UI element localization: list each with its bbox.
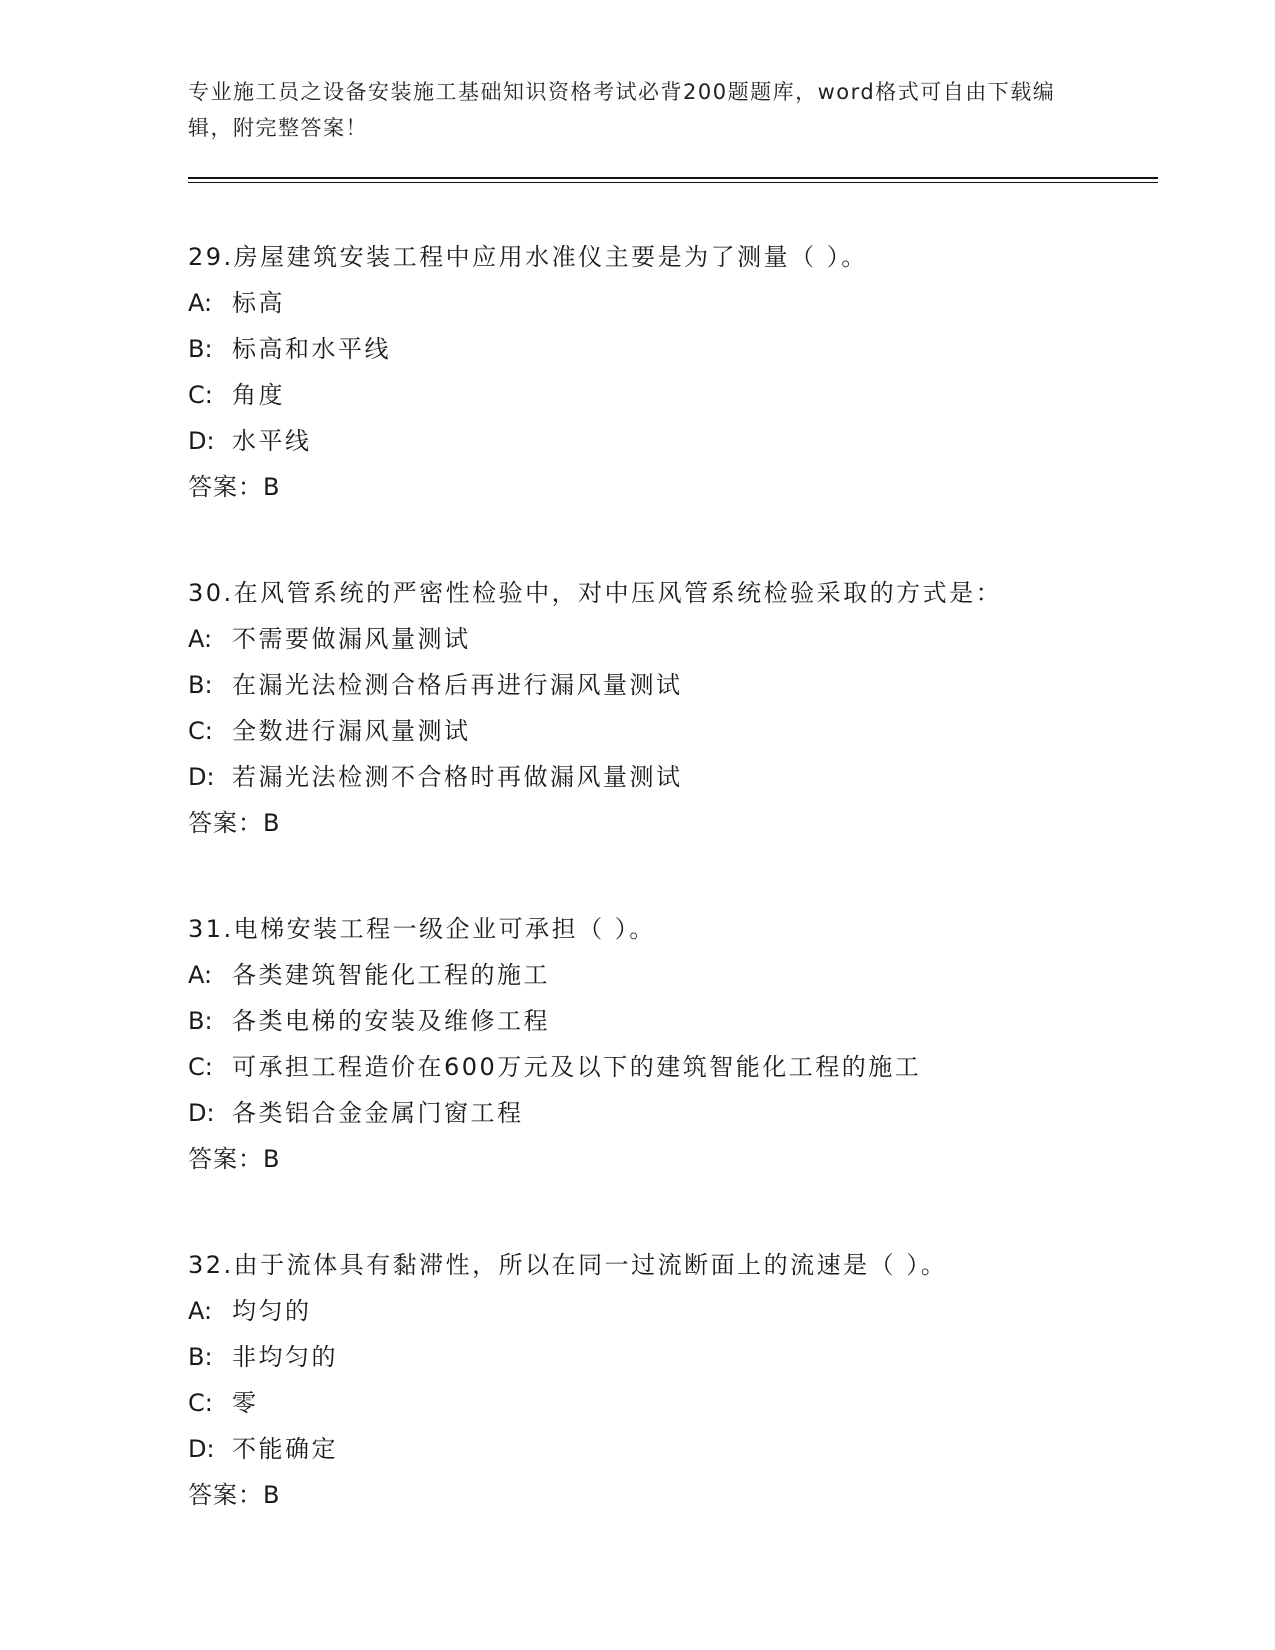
- option-letter: C:: [188, 381, 213, 409]
- option-d: [188, 1090, 1168, 1136]
- option-text: 各类铝合金金属门窗工程: [232, 1099, 524, 1127]
- answer-line: 答案：B: [188, 809, 281, 837]
- option-text: 非均匀的: [232, 1343, 338, 1371]
- option-text: 在漏光法检测合格后再进行漏风量测试: [232, 671, 683, 699]
- question-32: [188, 1242, 1168, 1518]
- option-letter: D:: [188, 427, 215, 455]
- answer-line: 答案：B: [188, 473, 281, 501]
- option-letter: C:: [188, 1053, 213, 1081]
- option-b: [188, 326, 1168, 372]
- option-c: [188, 708, 1168, 754]
- option-text: 角度: [232, 381, 285, 409]
- option-text: 全数进行漏风量测试: [232, 717, 471, 745]
- option-letter: B:: [188, 1007, 213, 1035]
- answer-line: 答案：B: [188, 1145, 281, 1173]
- option-text: 不需要做漏风量测试: [232, 625, 471, 653]
- question-stem: 30.在风管系统的严密性检验中，对中压风管系统检验采取的方式是：: [188, 579, 1003, 607]
- header-divider: [188, 177, 1158, 179]
- option-b: [188, 1334, 1168, 1380]
- option-a: [188, 616, 1168, 662]
- option-letter: D:: [188, 1099, 215, 1127]
- option-letter: A:: [188, 289, 213, 317]
- option-text: 不能确定: [232, 1435, 338, 1463]
- question-stem: 29.房屋建筑安装工程中应用水准仪主要是为了测量（ ）。: [188, 243, 868, 271]
- option-b: [188, 662, 1168, 708]
- option-c: [188, 1380, 1168, 1426]
- option-letter: B:: [188, 335, 213, 363]
- option-c: [188, 372, 1168, 418]
- option-text: 若漏光法检测不合格时再做漏风量测试: [232, 763, 683, 791]
- answer-line: 答案：B: [188, 1481, 281, 1509]
- question-stem: 31.电梯安装工程一级企业可承担（ ）。: [188, 915, 656, 943]
- option-b: [188, 998, 1168, 1044]
- option-text: 水平线: [232, 427, 312, 455]
- option-d: [188, 1426, 1168, 1472]
- option-a: [188, 952, 1168, 998]
- question-stem: 32.由于流体具有黏滞性，所以在同一过流断面上的流速是（ ）。: [188, 1251, 948, 1279]
- question-29: [188, 234, 1168, 510]
- option-c: [188, 1044, 1168, 1090]
- option-letter: A:: [188, 625, 213, 653]
- option-letter: C:: [188, 717, 213, 745]
- option-letter: C:: [188, 1389, 213, 1417]
- option-text: 标高和水平线: [232, 335, 391, 363]
- option-d: [188, 754, 1168, 800]
- option-letter: A:: [188, 1297, 213, 1325]
- header-divider-thin: [188, 182, 1158, 183]
- question-30: [188, 570, 1168, 846]
- option-a: [188, 1288, 1168, 1334]
- document-header: 专业施工员之设备安装施工基础知识资格考试必背200题题库，word格式可自由下载编辑，附完整答案！: [188, 80, 1056, 140]
- question-31: [188, 906, 1168, 1182]
- option-a: [188, 280, 1168, 326]
- option-text: 可承担工程造价在600万元及以下的建筑智能化工程的施工: [232, 1053, 922, 1081]
- question-list: [188, 234, 1168, 1578]
- option-text: 零: [232, 1389, 259, 1417]
- option-letter: D:: [188, 1435, 215, 1463]
- option-text: 各类建筑智能化工程的施工: [232, 961, 550, 989]
- option-letter: B:: [188, 1343, 213, 1371]
- option-letter: B:: [188, 671, 213, 699]
- option-letter: D:: [188, 763, 215, 791]
- option-letter: A:: [188, 961, 213, 989]
- option-text: 均匀的: [232, 1297, 312, 1325]
- option-text: 标高: [232, 289, 285, 317]
- option-d: [188, 418, 1168, 464]
- option-text: 各类电梯的安装及维修工程: [232, 1007, 550, 1035]
